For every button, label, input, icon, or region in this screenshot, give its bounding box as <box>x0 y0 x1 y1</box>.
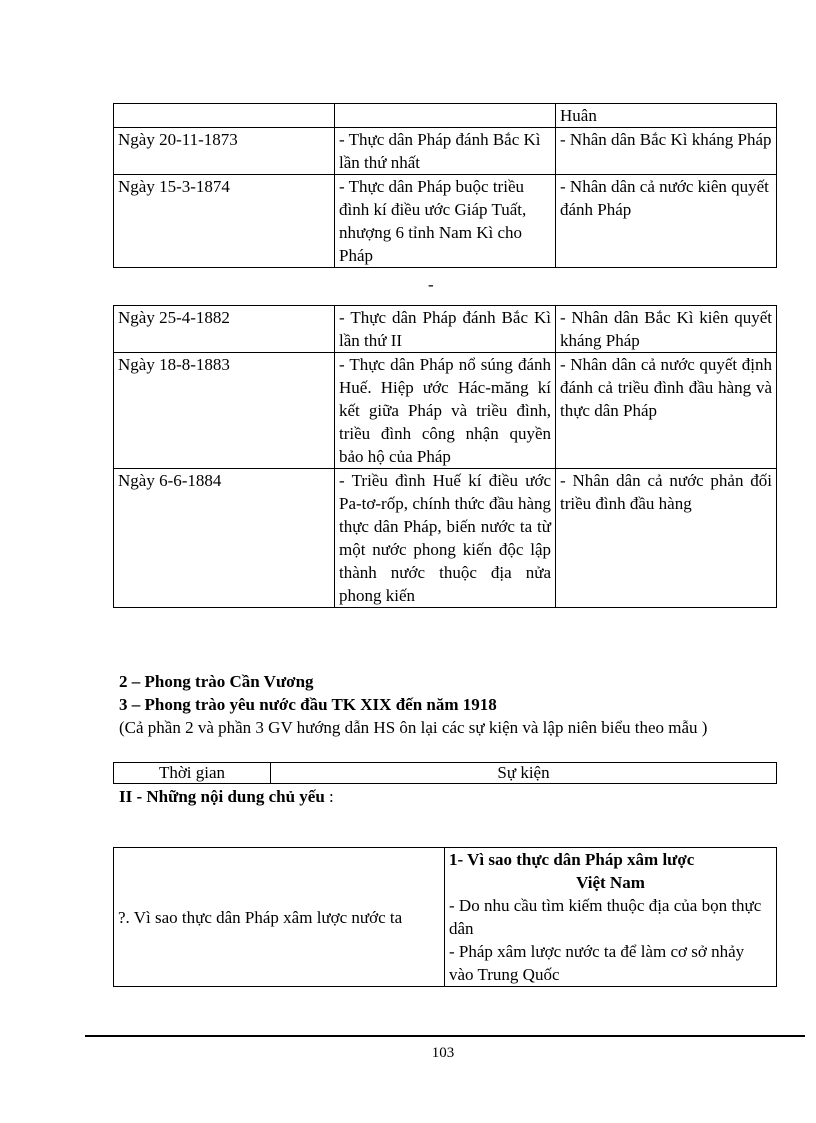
table-row <box>114 469 777 608</box>
response-cell: - Nhân dân cả nước quyết định đánh cả triều đình đầu hàng và thực dân Pháp <box>556 353 777 469</box>
heading-yeu-nuoc: 3 – Phong trào yêu nước đầu TK XIX đến năm 1918 <box>119 695 497 714</box>
answer-title-cont: Việt Nam <box>576 873 645 892</box>
section-title-suffix: : <box>324 787 334 806</box>
response-cell: Huân <box>556 104 777 128</box>
table-row <box>114 848 777 987</box>
answer-line: - Do nhu cầu tìm kiếm thuộc địa của bọn thực dân <box>449 896 762 938</box>
timeline-table-1 <box>113 103 777 268</box>
timeline-table-2 <box>113 305 777 608</box>
time-cell: Ngày 18-8-1883 <box>114 353 335 469</box>
section-title-text: II - Những nội dung chủ yếu <box>119 787 325 806</box>
time-cell: Ngày 25-4-1882 <box>114 306 335 353</box>
event-cell: - Thực dân Pháp đánh Bắc Kì lần thứ II <box>335 306 556 353</box>
event-cell: - Thực dân Pháp buộc triều đình kí điều ước Giáp Tuất, nhượng 6 tỉnh Nam Kì cho Pháp <box>335 175 556 268</box>
table-row <box>114 306 777 353</box>
page-number: 103 <box>431 1045 455 1061</box>
time-cell: Ngày 20-11-1873 <box>114 128 335 175</box>
col-event-header: Sự kiện <box>271 763 777 784</box>
question-cell: ?. Vì sao thực dân Pháp xâm lược nước ta <box>114 848 445 987</box>
event-cell: - Thực dân Pháp đánh Bắc Kì lần thứ nhất <box>335 128 556 175</box>
table-row <box>114 104 777 128</box>
table-row <box>114 128 777 175</box>
event-cell <box>335 104 556 128</box>
time-cell: Ngày 6-6-1884 <box>114 469 335 608</box>
instruction-note: (Cả phần 2 và phần 3 GV hướng dẫn HS ôn lại các sự kiện và lập niên biểu theo mẫu ) <box>119 718 708 737</box>
response-cell: - Nhân dân Bắc Kì kiên quyết kháng Pháp <box>556 306 777 353</box>
event-cell: - Thực dân Pháp nổ súng đánh Huế. Hiệp ước Hác-măng kí kết giữa Pháp và triều đình, triều đình công nhận quyền bảo hộ của Pháp <box>335 353 556 469</box>
time-cell <box>114 104 335 128</box>
response-cell: - Nhân dân cả nước phản đối triều đình đầu hàng <box>556 469 777 608</box>
answer-line: - Pháp xâm lược nước ta để làm cơ sở nhảy <box>449 942 745 961</box>
table-row <box>114 763 777 784</box>
col-time-header: Thời gian <box>114 763 271 784</box>
table-row <box>114 353 777 469</box>
section-headings <box>119 670 799 739</box>
table-row <box>114 175 777 268</box>
template-table <box>113 762 777 784</box>
footer-divider <box>85 1035 805 1037</box>
answer-line: vào Trung Quốc <box>449 965 560 984</box>
event-cell: - Triều đình Huế kí điều ước Pa-tơ-rốp, chính thức đầu hàng thực dân Pháp, biến nước ta từ một nước phong kiến độc lập thành nước thuộc địa nửa phong kiến <box>335 469 556 608</box>
qa-table <box>113 847 777 987</box>
section-title <box>119 785 334 808</box>
response-cell: - Nhân dân cả nước kiên quyết đánh Pháp <box>556 175 777 268</box>
answer-cell <box>445 848 777 987</box>
heading-can-vuong: 2 – Phong trào Cần Vương <box>119 672 314 691</box>
time-cell: Ngày 15-3-1874 <box>114 175 335 268</box>
response-cell: - Nhân dân Bắc Kì kháng Pháp <box>556 128 777 175</box>
separator-mark: - <box>428 275 434 294</box>
answer-title: 1- Vì sao thực dân Pháp xâm lược <box>449 850 695 869</box>
